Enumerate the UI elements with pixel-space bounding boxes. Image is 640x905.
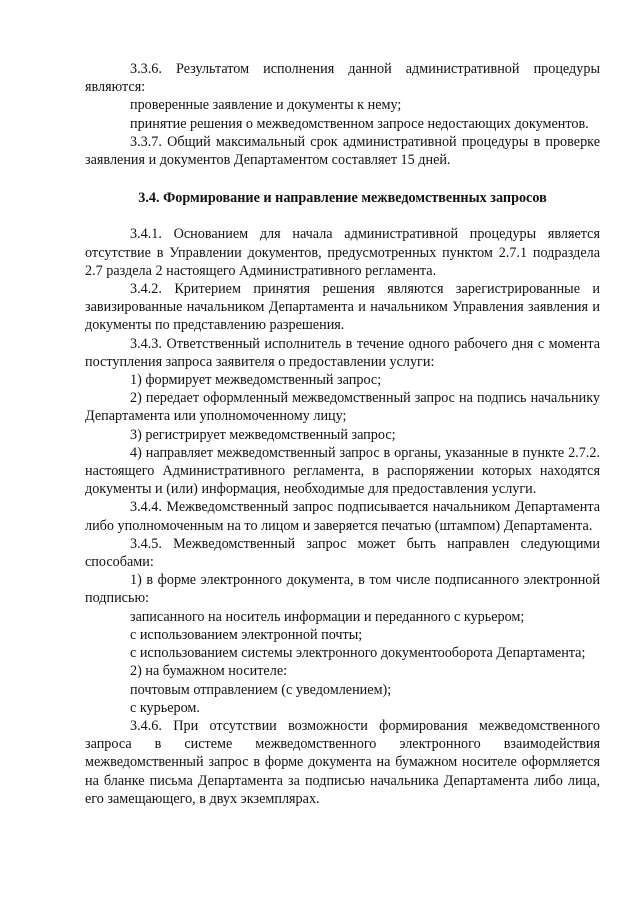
paragraph-3-4-6: 3.4.6. При отсутствии возможности формирования межведомственного запроса в системе межведомственного электронного взаимодействия межведомственный запрос в форме документа на бумажном носителе оформляется на бланке письма Департамента за подписью начальника Департамента либо лица, его замещающего, в двух экземплярах.	[85, 717, 600, 807]
list-item-3: 3) регистрирует межведомственный запрос;	[130, 426, 396, 443]
list-item-4: 4) направляет межведомственный запрос в органы, указанные в пункте 2.7.2. настоящего Административного регламента, в распоряжении которых находятся документы и (или) информация, необходимые для предоставления услуги.	[85, 444, 600, 498]
paragraph-3-4-4: 3.4.4. Межведомственный запрос подписывается начальником Департамента либо уполномоченным на то лицом и заверяется печатью (штампом) Департамента.	[85, 499, 600, 534]
method-post: почтовым отправлением (с уведомлением);	[130, 681, 392, 698]
list-item-1: 1) формирует межведомственный запрос;	[130, 372, 382, 389]
document-page	[85, 60, 600, 808]
method-courier-media: записанного на носитель информации и переданного с курьером;	[130, 608, 525, 625]
section-heading-3-4: 3.4. Формирование и направление межведомственных запросов	[138, 190, 547, 207]
paragraph-checked-documents: проверенные заявление и документы к нему;	[130, 97, 402, 114]
paragraph-3-3-6: 3.3.6. Результатом исполнения данной административной процедуры являются:	[85, 61, 600, 96]
method-email: с использованием электронной почты;	[130, 626, 363, 643]
paragraph-3-4-2: 3.4.2. Критерием принятия решения являются зарегистрированные и завизированные начальником Департамента и начальником Управления заявления и документы по представлению разрешения.	[85, 281, 600, 334]
list-item-2: 2) передает оформленный межведомственный запрос на подпись начальнику Департамента или уполномоченному лицу;	[85, 390, 600, 425]
paragraph-3-4-5: 3.4.5. Межведомственный запрос может быть направлен следующими способами:	[85, 535, 600, 571]
paragraph-decision-request: принятие решения о межведомственном запросе недостающих документов.	[130, 115, 589, 132]
method-courier: с курьером.	[130, 699, 200, 716]
paragraph-3-4-3: 3.4.3. Ответственный исполнитель в течение одного рабочего дня с момента поступления запроса заявителя о предоставлении услуги:	[85, 335, 600, 370]
method-electronic: 1) в форме электронного документа, в том числе подписанного электронной подписью:	[85, 572, 600, 607]
method-edms: с использованием системы электронного документооборота Департамента;	[130, 645, 586, 662]
paragraph-3-3-7: 3.3.7. Общий максимальный срок административной процедуры в проверке заявления и документов Департаментом составляет 15 дней.	[85, 133, 600, 169]
method-paper: 2) на бумажном носителе:	[130, 663, 288, 680]
paragraph-3-4-1: 3.4.1. Основанием для начала административной процедуры является отсутствие в Управлении документов, предусмотренных пунктом 2.7.1 подраздела 2.7 раздела 2 настоящего Административного регламента.	[85, 226, 600, 279]
